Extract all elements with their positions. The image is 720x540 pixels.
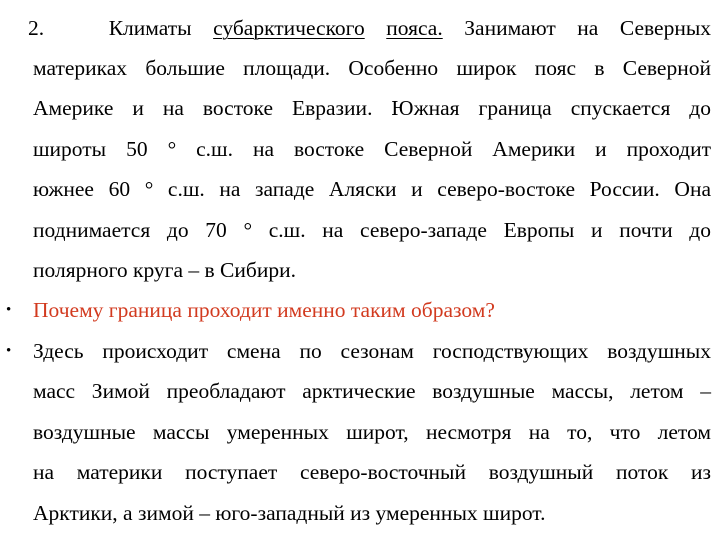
paragraph-line: поднимается до 70 ° с.ш. на северо-западе Европы и почти до <box>33 218 711 242</box>
paragraph-line: Америке и на востоке Евразии. Южная граница спускается до <box>33 96 711 120</box>
heading-underlined-word: субарктического <box>213 16 365 40</box>
item-number: 2. <box>28 16 45 40</box>
heading-underlined-word: пояса. <box>386 16 443 40</box>
bullet-marker: • <box>6 343 12 359</box>
answer-line: Здесь происходит смена по сезонам господствующих воздушных <box>33 339 711 363</box>
paragraph-text: Занимают на Северных <box>464 16 712 40</box>
answer-line: масс Зимой преобладают арктические воздушные массы, летом – <box>33 379 711 403</box>
paragraph-line: полярного круга – в Сибири. <box>33 258 296 282</box>
paragraph-line <box>28 8 711 48</box>
bullet-marker: • <box>6 302 12 318</box>
paragraph-line: южнее 60 ° с.ш. на западе Аляски и северо-востоке России. Она <box>33 177 711 201</box>
answer-line: Арктики, а зимой – юго-западный из умеренных широт. <box>33 501 546 525</box>
paragraph-line: широты 50 ° с.ш. на востоке Северной Америки и проходит <box>33 137 711 161</box>
answer-line: на материки поступает северо-восточный воздушный поток из <box>33 460 711 484</box>
paragraph-line: материках большие площади. Особенно широк пояс в Северной <box>33 56 711 80</box>
heading-word: Климаты <box>108 16 192 40</box>
question-line: Почему граница проходит именно таким образом? <box>33 298 495 322</box>
answer-line: воздушные массы умеренных широт, несмотря на то, что летом <box>33 420 711 444</box>
